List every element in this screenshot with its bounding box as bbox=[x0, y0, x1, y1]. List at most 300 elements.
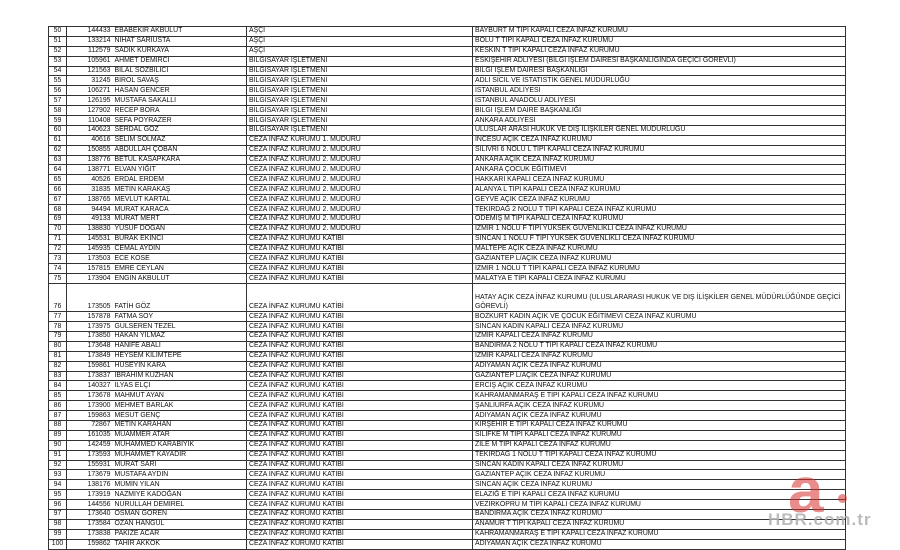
table-row bbox=[49, 480, 846, 490]
registry-number-cell: 110408 bbox=[67, 116, 113, 126]
registry-number-cell: 173503 bbox=[67, 254, 113, 264]
row-number-cell: 85 bbox=[49, 391, 67, 401]
table-row bbox=[49, 470, 846, 480]
registry-number-cell: 140623 bbox=[67, 125, 113, 135]
person-name-cell: BİROL SAVAŞ bbox=[113, 76, 247, 86]
table-row bbox=[49, 86, 846, 96]
registry-number-cell: 49133 bbox=[67, 214, 113, 224]
person-name-cell: NURULLAH DEMİREL bbox=[113, 500, 247, 510]
job-title-cell: BİLGİSAYAR İŞLETMENİ bbox=[247, 116, 473, 126]
table-row bbox=[49, 244, 846, 254]
assignment-place-cell: BOZKURT KADIN AÇIK VE ÇOCUK EĞİTİMEVİ CEZA İNFAZ KURUMU bbox=[473, 312, 846, 322]
person-name-cell: MUAMMER ATAR bbox=[113, 430, 247, 440]
table-row bbox=[49, 76, 846, 86]
row-number-cell: 97 bbox=[49, 509, 67, 519]
table-row bbox=[49, 185, 846, 195]
person-name-cell: İBRAHİM KUZHAN bbox=[113, 371, 247, 381]
row-number-cell: 81 bbox=[49, 351, 67, 361]
table-row bbox=[49, 155, 846, 165]
job-title-cell: CEZA İNFAZ KURUMU 2. MÜDÜRÜ bbox=[247, 165, 473, 175]
table-row bbox=[49, 96, 846, 106]
job-title-cell: BİLGİSAYAR İŞLETMENİ bbox=[247, 96, 473, 106]
watermark-dot bbox=[838, 494, 847, 503]
row-number-cell: 98 bbox=[49, 519, 67, 529]
job-title-cell: CEZA İNFAZ KURUMU KATİBİ bbox=[247, 519, 473, 529]
assignment-place-cell: SİNCAN KADIN KAPALI CEZA İNFAZ KURUMU bbox=[473, 460, 846, 470]
row-number-cell: 75 bbox=[49, 274, 67, 284]
table-row bbox=[49, 460, 846, 470]
row-number-cell: 83 bbox=[49, 371, 67, 381]
assignment-place-cell: SİLİFKE M TİPİ KAPALI CEZA İNFAZ KURUMU bbox=[473, 430, 846, 440]
table-row bbox=[49, 312, 846, 322]
job-title-cell: CEZA İNFAZ KURUMU KATİBİ bbox=[247, 361, 473, 371]
watermark-letter: a bbox=[788, 454, 824, 526]
table-row bbox=[49, 331, 846, 341]
row-number-cell: 61 bbox=[49, 135, 67, 145]
person-name-cell: HEYSEM KILIMTEPE bbox=[113, 351, 247, 361]
job-title-cell: CEZA İNFAZ KURUMU 2. MÜDÜRÜ bbox=[247, 224, 473, 234]
assignment-place-cell: KIRŞEHİR E TİPİ KAPALI CEZA İNFAZ KURUMU bbox=[473, 420, 846, 430]
row-number-cell: 89 bbox=[49, 430, 67, 440]
assignment-place-cell: BİLGİ İŞLEM DAİRE BAŞKANLIĞI bbox=[473, 106, 846, 116]
registry-number-cell: 140327 bbox=[67, 381, 113, 391]
job-title-cell: AŞÇI bbox=[247, 46, 473, 56]
table-row bbox=[49, 274, 846, 284]
registry-number-cell: 127902 bbox=[67, 106, 113, 116]
assignment-place-cell: HAKKARİ KAPALI CEZA İNFAZ KURUMU bbox=[473, 175, 846, 185]
job-title-cell: CEZA İNFAZ KURUMU KATİBİ bbox=[247, 312, 473, 322]
person-name-cell: SEFA POYRAZER bbox=[113, 116, 247, 126]
job-title-cell: CEZA İNFAZ KURUMU KATİBİ bbox=[247, 539, 473, 549]
assignment-place-cell: ERCİŞ AÇIK CEZA İNFAZ KURUMU bbox=[473, 381, 846, 391]
person-name-cell: MEHMET BARLAK bbox=[113, 401, 247, 411]
table-row bbox=[49, 401, 846, 411]
registry-number-cell: 138776 bbox=[67, 155, 113, 165]
row-number-cell: 100 bbox=[49, 539, 67, 549]
person-name-cell: HÜSEYİN KARA bbox=[113, 361, 247, 371]
person-name-cell: AHMET DEMİRCİ bbox=[113, 56, 247, 66]
registry-number-cell: 173648 bbox=[67, 341, 113, 351]
registry-number-cell: 173849 bbox=[67, 351, 113, 361]
person-name-cell: MURAT KARACA bbox=[113, 205, 247, 215]
assignment-place-cell: GAZİANTEP L/AÇIK CEZA İNFAZ KURUMU bbox=[473, 254, 846, 264]
assignment-place-cell: ESKİŞEHİR ADLİYESİ (BİLGİ İŞLEM DAİRESİ BAŞKANLIĞINDA GEÇİCİ GÖREVLİ) bbox=[473, 56, 846, 66]
person-name-cell: SERDAL GÖZ bbox=[113, 125, 247, 135]
assignment-place-cell: MALATYA E TİPİ KAPALI CEZA İNFAZ KURUMU bbox=[473, 274, 846, 284]
assignment-place-cell: ADLİ SİCİL VE İSTATİSTİK GENEL MÜDÜRLÜĞÜ bbox=[473, 76, 846, 86]
job-title-cell: BİLGİSAYAR İŞLETMENİ bbox=[247, 76, 473, 86]
table-row bbox=[49, 341, 846, 351]
assignment-place-cell: BİLGİ İŞLEM DAİRESİ BAŞKANLIĞI bbox=[473, 66, 846, 76]
row-number-cell: 73 bbox=[49, 254, 67, 264]
registry-number-cell: 105961 bbox=[67, 56, 113, 66]
table-row bbox=[49, 430, 846, 440]
table-row bbox=[49, 529, 846, 539]
person-name-cell: GÜLSEREN TEZEL bbox=[113, 322, 247, 332]
row-number-cell: 51 bbox=[49, 36, 67, 46]
person-name-cell: EBABEKİR AKBULUT bbox=[113, 27, 247, 37]
person-name-cell: BURAK EKİNCİ bbox=[113, 234, 247, 244]
job-title-cell: CEZA İNFAZ KURUMU KATİBİ bbox=[247, 490, 473, 500]
table-row bbox=[49, 284, 846, 312]
registry-number-cell: 157815 bbox=[67, 264, 113, 274]
assignment-place-cell: ANAMUR T TİPİ KAPALI CEZA İNFAZ KURUMU bbox=[473, 519, 846, 529]
row-number-cell: 92 bbox=[49, 460, 67, 470]
registry-number-cell: 173838 bbox=[67, 529, 113, 539]
assignment-place-cell: GAZİANTEP AÇIK CEZA İNFAZ KURUMU bbox=[473, 470, 846, 480]
assignment-place-cell: BAYBURT M TİPİ KAPALI CEZA İNFAZ KURUMU bbox=[473, 27, 846, 37]
assignment-place-cell: ANKARA AÇIK CEZA İNFAZ KURUMU bbox=[473, 155, 846, 165]
job-title-cell: CEZA İNFAZ KURUMU KATİBİ bbox=[247, 391, 473, 401]
job-title-cell: CEZA İNFAZ KURUMU KATİBİ bbox=[247, 254, 473, 264]
registry-number-cell: 173904 bbox=[67, 274, 113, 284]
registry-number-cell: 173679 bbox=[67, 470, 113, 480]
job-title-cell: CEZA İNFAZ KURUMU KATİBİ bbox=[247, 460, 473, 470]
row-number-cell: 80 bbox=[49, 341, 67, 351]
job-title-cell: AŞÇI bbox=[247, 36, 473, 46]
row-number-cell: 94 bbox=[49, 480, 67, 490]
person-name-cell: SELİM SOLMAZ bbox=[113, 135, 247, 145]
table-row bbox=[49, 509, 846, 519]
assignment-place-cell: İNCESU AÇIK CEZA İNFAZ KURUMU bbox=[473, 135, 846, 145]
registry-number-cell: 173640 bbox=[67, 509, 113, 519]
assignment-place-cell: ÖDEMİŞ M TİPİ KAPALI CEZA İNFAZ KURUMU bbox=[473, 214, 846, 224]
row-number-cell: 55 bbox=[49, 76, 67, 86]
job-title-cell: CEZA İNFAZ KURUMU 2. MÜDÜRÜ bbox=[247, 205, 473, 215]
person-name-cell: METİN KARAHAN bbox=[113, 420, 247, 430]
table-row bbox=[49, 411, 846, 421]
job-title-cell: CEZA İNFAZ KURUMU KATİBİ bbox=[247, 430, 473, 440]
registry-number-cell: 112579 bbox=[67, 46, 113, 56]
row-number-cell: 96 bbox=[49, 500, 67, 510]
person-name-cell: METİN KARAKAŞ bbox=[113, 185, 247, 195]
person-name-cell: FATMA SOY bbox=[113, 312, 247, 322]
table-row bbox=[49, 66, 846, 76]
row-number-cell: 99 bbox=[49, 529, 67, 539]
table-row bbox=[49, 27, 846, 37]
job-title-cell: CEZA İNFAZ KURUMU KATİBİ bbox=[247, 420, 473, 430]
assignment-place-cell: BANDIRMA AÇIK CEZA İNFAZ KURUMU bbox=[473, 509, 846, 519]
table-row bbox=[49, 214, 846, 224]
row-number-cell: 95 bbox=[49, 490, 67, 500]
row-number-cell: 78 bbox=[49, 322, 67, 332]
registry-number-cell: 159861 bbox=[67, 361, 113, 371]
registry-number-cell: 31245 bbox=[67, 76, 113, 86]
row-number-cell: 68 bbox=[49, 205, 67, 215]
assignment-place-cell: MALTEPE AÇIK CEZA İNFAZ KURUMU bbox=[473, 244, 846, 254]
assignment-place-cell: İZMİR 1 NOLU T TİPİ KAPALI CEZA İNFAZ KURUMU bbox=[473, 264, 846, 274]
person-name-cell: PAKİZE ACAR bbox=[113, 529, 247, 539]
assignment-place-cell: GAZİANTEP L/AÇIK CEZA İNFAZ KURUMU bbox=[473, 371, 846, 381]
registry-number-cell: 159863 bbox=[67, 411, 113, 421]
hbr-watermark-logo bbox=[766, 454, 884, 530]
registry-number-cell: 173837 bbox=[67, 371, 113, 381]
assignment-place-cell: VEZİRKÖPRÜ M TİPİ KAPALI CEZA İNFAZ KURUMU bbox=[473, 500, 846, 510]
table-row bbox=[49, 450, 846, 460]
registry-number-cell: 121563 bbox=[67, 66, 113, 76]
person-name-cell: MAHMUT AYAN bbox=[113, 391, 247, 401]
row-number-cell: 60 bbox=[49, 125, 67, 135]
row-number-cell: 64 bbox=[49, 165, 67, 175]
person-name-cell: ERDAL ERDEM bbox=[113, 175, 247, 185]
registry-number-cell: 157878 bbox=[67, 312, 113, 322]
row-number-cell: 82 bbox=[49, 361, 67, 371]
job-title-cell: CEZA İNFAZ KURUMU 2. MÜDÜRÜ bbox=[247, 145, 473, 155]
person-name-cell: BİLAL SÖZBİLİCİ bbox=[113, 66, 247, 76]
row-number-cell: 58 bbox=[49, 106, 67, 116]
row-number-cell: 67 bbox=[49, 195, 67, 205]
job-title-cell: CEZA İNFAZ KURUMU KATİBİ bbox=[247, 341, 473, 351]
table-row bbox=[49, 145, 846, 155]
registry-number-cell: 72867 bbox=[67, 420, 113, 430]
assignment-place-cell: ŞANLIURFA AÇIK CEZA İNFAZ KURUMU bbox=[473, 401, 846, 411]
job-title-cell: BİLGİSAYAR İŞLETMENİ bbox=[247, 106, 473, 116]
row-number-cell: 50 bbox=[49, 27, 67, 37]
person-name-cell: YUSUF DOĞAN bbox=[113, 224, 247, 234]
person-name-cell: RECEP BORA bbox=[113, 106, 247, 116]
registry-number-cell: 133214 bbox=[67, 36, 113, 46]
registry-number-cell: 138765 bbox=[67, 195, 113, 205]
table-row bbox=[49, 391, 846, 401]
job-title-cell: CEZA İNFAZ KURUMU KATİBİ bbox=[247, 322, 473, 332]
table-row bbox=[49, 500, 846, 510]
registry-number-cell: 173900 bbox=[67, 401, 113, 411]
row-number-cell: 70 bbox=[49, 224, 67, 234]
job-title-cell: CEZA İNFAZ KURUMU KATİBİ bbox=[247, 411, 473, 421]
table-row bbox=[49, 371, 846, 381]
row-number-cell: 59 bbox=[49, 116, 67, 126]
assignment-place-cell: ANKARA ADLİYESİ bbox=[473, 116, 846, 126]
table-row bbox=[49, 106, 846, 116]
assignment-place-cell: ZİLE M TİPİ KAPALI CEZA İNFAZ KURUMU bbox=[473, 440, 846, 450]
row-number-cell: 54 bbox=[49, 66, 67, 76]
person-name-cell: ECE KÖSE bbox=[113, 254, 247, 264]
person-name-cell: NAZMİYE KADOĞAN bbox=[113, 490, 247, 500]
registry-number-cell: 173919 bbox=[67, 490, 113, 500]
table-row bbox=[49, 440, 846, 450]
person-name-cell: MUSTAFA SAKALLI bbox=[113, 96, 247, 106]
person-name-cell: MUHAMMED KARABIYIK bbox=[113, 440, 247, 450]
assignment-place-cell: BOLU T TİPİ KAPALI CEZA İNFAZ KURUMU bbox=[473, 36, 846, 46]
table-body bbox=[49, 27, 846, 550]
person-name-cell: MURAT SARI bbox=[113, 460, 247, 470]
registry-number-cell: 173975 bbox=[67, 322, 113, 332]
person-name-cell: ELVAN YİĞİT bbox=[113, 165, 247, 175]
row-number-cell: 93 bbox=[49, 470, 67, 480]
row-number-cell: 65 bbox=[49, 175, 67, 185]
job-title-cell: CEZA İNFAZ KURUMU 2. MÜDÜRÜ bbox=[247, 195, 473, 205]
job-title-cell: CEZA İNFAZ KURUMU 1. MÜDÜRÜ bbox=[247, 135, 473, 145]
assignment-place-cell: ALANYA L TİPİ KAPALI CEZA İNFAZ KURUMU bbox=[473, 185, 846, 195]
assignment-place-cell: İZMİR 1 NOLU F TİPİ YÜKSEK GÜVENLİKLİ CEZA İNFAZ KURUMU bbox=[473, 224, 846, 234]
assignment-place-cell: İZMİR KAPALI CEZA İNFAZ KURUMU bbox=[473, 331, 846, 341]
table-row bbox=[49, 36, 846, 46]
job-title-cell: CEZA İNFAZ KURUMU KATİBİ bbox=[247, 284, 473, 312]
assignment-place-cell: İZMİR KAPALI CEZA İNFAZ KURUMU bbox=[473, 351, 846, 361]
row-number-cell: 66 bbox=[49, 185, 67, 195]
row-number-cell: 52 bbox=[49, 46, 67, 56]
person-name-cell: ENGİN AKBULUT bbox=[113, 274, 247, 284]
job-title-cell: CEZA İNFAZ KURUMU 2. MÜDÜRÜ bbox=[247, 155, 473, 165]
assignment-place-cell: KAHRAMANMARAŞ E TİPİ KAPALI CEZA İNFAZ KURUMU bbox=[473, 529, 846, 539]
assignment-place-cell: ADIYAMAN AÇIK CEZA İNFAZ KURUMU bbox=[473, 411, 846, 421]
row-number-cell: 77 bbox=[49, 312, 67, 322]
table-row bbox=[49, 381, 846, 391]
assignment-place-cell: KESKİN T TİPİ KAPALI CEZA İNFAZ KURUMU bbox=[473, 46, 846, 56]
table-row bbox=[49, 539, 846, 549]
registry-number-cell: 145935 bbox=[67, 244, 113, 254]
job-title-cell: CEZA İNFAZ KURUMU 2. MÜDÜRÜ bbox=[247, 175, 473, 185]
row-number-cell: 91 bbox=[49, 450, 67, 460]
job-title-cell: CEZA İNFAZ KURUMU 2. MÜDÜRÜ bbox=[247, 185, 473, 195]
row-number-cell: 76 bbox=[49, 284, 67, 312]
person-name-cell: TAHİR AKKÖK bbox=[113, 539, 247, 549]
assignment-place-cell: HATAY AÇIK CEZA İNFAZ KURUMU (ULUSLARARASI HUKUK VE DIŞ İLİŞKİLER GENEL MÜDÜRLÜĞÜNDE GEÇİCİ GÖREVLİ) bbox=[473, 284, 846, 312]
row-number-cell: 84 bbox=[49, 381, 67, 391]
person-name-cell: MEVLÜT KARTAL bbox=[113, 195, 247, 205]
person-name-cell: NİHAT SARIUSTA bbox=[113, 36, 247, 46]
assignment-place-cell: ANKARA ÇOCUK EĞİTİMEVİ bbox=[473, 165, 846, 175]
table-row bbox=[49, 254, 846, 264]
job-title-cell: CEZA İNFAZ KURUMU KATİBİ bbox=[247, 480, 473, 490]
watermark-text: HBR.com.tr bbox=[768, 510, 872, 529]
registry-number-cell: 173505 bbox=[67, 284, 113, 312]
registry-number-cell: 138830 bbox=[67, 224, 113, 234]
row-number-cell: 53 bbox=[49, 56, 67, 66]
person-name-cell: HASAN GENCER bbox=[113, 86, 247, 96]
registry-number-cell: 144556 bbox=[67, 500, 113, 510]
table-row bbox=[49, 361, 846, 371]
job-title-cell: CEZA İNFAZ KURUMU KATİBİ bbox=[247, 470, 473, 480]
table-row bbox=[49, 322, 846, 332]
person-name-cell: İLYAS ELÇİ bbox=[113, 381, 247, 391]
job-title-cell: CEZA İNFAZ KURUMU KATİBİ bbox=[247, 450, 473, 460]
table-row bbox=[49, 490, 846, 500]
job-title-cell: AŞÇI bbox=[247, 27, 473, 37]
job-title-cell: CEZA İNFAZ KURUMU KATİBİ bbox=[247, 351, 473, 361]
row-number-cell: 87 bbox=[49, 411, 67, 421]
assignment-place-cell: SİNCAN 1 NOLU F TİPİ YÜKSEK GÜVENLİKLİ CEZA İNFAZ KURUMU bbox=[473, 234, 846, 244]
job-title-cell: CEZA İNFAZ KURUMU KATİBİ bbox=[247, 381, 473, 391]
row-number-cell: 56 bbox=[49, 86, 67, 96]
registry-number-cell: 159862 bbox=[67, 539, 113, 549]
registry-number-cell: 173593 bbox=[67, 450, 113, 460]
person-name-cell: OSMAN GÖREN bbox=[113, 509, 247, 519]
job-title-cell: CEZA İNFAZ KURUMU KATİBİ bbox=[247, 264, 473, 274]
row-number-cell: 86 bbox=[49, 401, 67, 411]
registry-number-cell: 106271 bbox=[67, 86, 113, 96]
table-row bbox=[49, 116, 846, 126]
registry-number-cell: 155931 bbox=[67, 460, 113, 470]
table-row bbox=[49, 264, 846, 274]
registry-number-cell: 173584 bbox=[67, 519, 113, 529]
job-title-cell: CEZA İNFAZ KURUMU KATİBİ bbox=[247, 529, 473, 539]
assignment-place-cell: ULUSLAR ARASI HUKUK VE DIŞ İLİŞKİLER GENEL MÜDÜRLÜĞÜ bbox=[473, 125, 846, 135]
assignment-place-cell: ADIYAMAN AÇIK CEZA İNFAZ KURUMU bbox=[473, 539, 846, 549]
row-number-cell: 71 bbox=[49, 234, 67, 244]
assignment-place-cell: ADIYAMAN AÇIK CEZA İNFAZ KURUMU bbox=[473, 361, 846, 371]
row-number-cell: 63 bbox=[49, 155, 67, 165]
table-row bbox=[49, 56, 846, 66]
job-title-cell: CEZA İNFAZ KURUMU 2. MÜDÜRÜ bbox=[247, 214, 473, 224]
row-number-cell: 69 bbox=[49, 214, 67, 224]
job-title-cell: BİLGİSAYAR İŞLETMENİ bbox=[247, 56, 473, 66]
registry-number-cell: 40616 bbox=[67, 135, 113, 145]
table-row bbox=[49, 205, 846, 215]
assignment-place-cell: KAHRAMANMARAŞ E TİPİ KAPALI CEZA İNFAZ KURUMU bbox=[473, 391, 846, 401]
registry-number-cell: 31835 bbox=[67, 185, 113, 195]
assignment-place-cell: TEKİRDAĞ 2 NOLU T TİPİ KAPALI CEZA İNFAZ KURUMU bbox=[473, 205, 846, 215]
table-row bbox=[49, 125, 846, 135]
table-row bbox=[49, 135, 846, 145]
person-name-cell: HANİFE ABALI bbox=[113, 341, 247, 351]
job-title-cell: BİLGİSAYAR İŞLETMENİ bbox=[247, 86, 473, 96]
job-title-cell: BİLGİSAYAR İŞLETMENİ bbox=[247, 66, 473, 76]
personnel-table bbox=[48, 26, 846, 550]
assignment-place-cell: TEKİRDAĞ 1 NOLU T TİPİ KAPALI CEZA İNFAZ KURUMU bbox=[473, 450, 846, 460]
job-title-cell: CEZA İNFAZ KURUMU KATİBİ bbox=[247, 234, 473, 244]
person-name-cell: MURAT MERT bbox=[113, 214, 247, 224]
registry-number-cell: 138176 bbox=[67, 480, 113, 490]
assignment-place-cell: SİNCAN AÇIK CEZA İNFAZ KURUMU bbox=[473, 480, 846, 490]
job-title-cell: CEZA İNFAZ KURUMU KATİBİ bbox=[247, 244, 473, 254]
registry-number-cell: 150855 bbox=[67, 145, 113, 155]
job-title-cell: CEZA İNFAZ KURUMU KATİBİ bbox=[247, 331, 473, 341]
registry-number-cell: 161035 bbox=[67, 430, 113, 440]
assignment-place-cell: İSTANBUL ADLİYESİ bbox=[473, 86, 846, 96]
row-number-cell: 90 bbox=[49, 440, 67, 450]
row-number-cell: 57 bbox=[49, 96, 67, 106]
job-title-cell: CEZA İNFAZ KURUMU KATİBİ bbox=[247, 274, 473, 284]
table-row bbox=[49, 165, 846, 175]
person-name-cell: ABDULLAH ÇOBAN bbox=[113, 145, 247, 155]
person-name-cell: MUSTAFA AYDIN bbox=[113, 470, 247, 480]
table-row bbox=[49, 351, 846, 361]
assignment-place-cell: BANDIRMA 2 NOLU T TİPİ KAPALI CEZA İNFAZ KURUMU bbox=[473, 341, 846, 351]
person-name-cell: MÜMİN YILAN bbox=[113, 480, 247, 490]
job-title-cell: CEZA İNFAZ KURUMU KATİBİ bbox=[247, 371, 473, 381]
table-row bbox=[49, 175, 846, 185]
person-name-cell: MESUT GENÇ bbox=[113, 411, 247, 421]
assignment-place-cell: SİLİVRİ 6 NOLU L TİPİ KAPALI CEZA İNFAZ KURUMU bbox=[473, 145, 846, 155]
assignment-place-cell: İSTANBUL ANADOLU ADLİYESİ bbox=[473, 96, 846, 106]
registry-number-cell: 142459 bbox=[67, 440, 113, 450]
person-name-cell: HAKAN YILMAZ bbox=[113, 331, 247, 341]
row-number-cell: 62 bbox=[49, 145, 67, 155]
registry-number-cell: 94494 bbox=[67, 205, 113, 215]
row-number-cell: 72 bbox=[49, 244, 67, 254]
assignment-place-cell: SİNCAN KADIN KAPALI CEZA İNFAZ KURUMU bbox=[473, 322, 846, 332]
assignment-place-cell: GEYVE AÇIK CEZA İNFAZ KURUMU bbox=[473, 195, 846, 205]
job-title-cell: CEZA İNFAZ KURUMU KATİBİ bbox=[247, 509, 473, 519]
row-number-cell: 74 bbox=[49, 264, 67, 274]
job-title-cell: BİLGİSAYAR İŞLETMENİ bbox=[247, 125, 473, 135]
table-row bbox=[49, 234, 846, 244]
person-name-cell: SADIK KÜRKAYA bbox=[113, 46, 247, 56]
table-row bbox=[49, 519, 846, 529]
row-number-cell: 79 bbox=[49, 331, 67, 341]
job-title-cell: CEZA İNFAZ KURUMU KATİBİ bbox=[247, 401, 473, 411]
job-title-cell: CEZA İNFAZ KURUMU KATİBİ bbox=[247, 500, 473, 510]
registry-number-cell: 144433 bbox=[67, 27, 113, 37]
assignment-place-cell: ELAZIĞ E TİPİ KAPALI CEZA İNFAZ KURUMU bbox=[473, 490, 846, 500]
person-name-cell: FATİH GÖZ bbox=[113, 284, 247, 312]
table-row bbox=[49, 420, 846, 430]
person-name-cell: BETÜL KASAPKARA bbox=[113, 155, 247, 165]
person-name-cell: EMRE CEYLAN bbox=[113, 264, 247, 274]
person-name-cell: MUHAMMET KAYADİR bbox=[113, 450, 247, 460]
registry-number-cell: 138771 bbox=[67, 165, 113, 175]
